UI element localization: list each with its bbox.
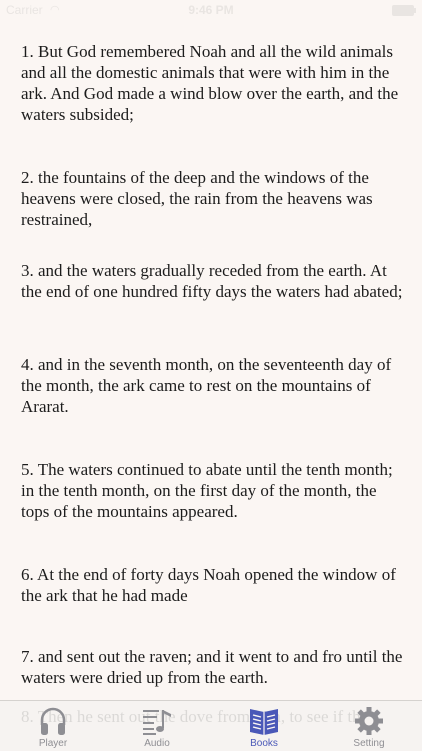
- tab-player[interactable]: [18, 701, 88, 751]
- tab-player-label: Player: [38, 738, 68, 749]
- headphones-icon: [37, 705, 69, 737]
- verse-7: 7. and sent out the raven; and it went to and fro until the waters were dried up from the earth.: [21, 647, 403, 687]
- verse-6: 6. At the end of forty days Noah opened the window of the ark that he had made: [21, 565, 396, 605]
- carrier-label: Carrier: [6, 3, 43, 17]
- tab-audio-label: Audio: [144, 738, 170, 749]
- tab-setting-label: Setting: [353, 738, 385, 749]
- verse-1: 1. But God remembered Noah and all the wild animals and all the domestic animals that were with him in the ark. And God made a wind blow over the earth, and the waters subsided;: [21, 42, 399, 124]
- battery-icon: [392, 5, 414, 16]
- tab-bar: [0, 700, 422, 751]
- tab-books-label: Books: [250, 738, 278, 749]
- verse-5: 5. The waters continued to abate until the tenth month; in the tenth month, on the first day of the month, the tops of the mountains appeared.: [21, 460, 393, 521]
- status-bar: [0, 0, 422, 22]
- verse-2: 2. the fountains of the deep and the windows of the heavens were closed, the rain from the heavens was restrained,: [21, 168, 373, 229]
- wifi-icon: ◠: [50, 4, 60, 16]
- tab-setting[interactable]: [334, 701, 404, 751]
- tab-audio[interactable]: [122, 701, 192, 751]
- status-time: 9:46 PM: [188, 3, 234, 17]
- gear-icon: [353, 705, 385, 737]
- music-list-icon: [141, 705, 173, 737]
- verse-4: 4. and in the seventh month, on the seventeenth day of the month, the ark came to rest on the mountains of Ararat.: [21, 355, 392, 416]
- book-icon: [248, 705, 280, 737]
- tab-books[interactable]: [229, 701, 299, 751]
- verse-3: 3. and the waters gradually receded from the earth. At the end of one hundred fifty days the waters had abated;: [21, 261, 403, 301]
